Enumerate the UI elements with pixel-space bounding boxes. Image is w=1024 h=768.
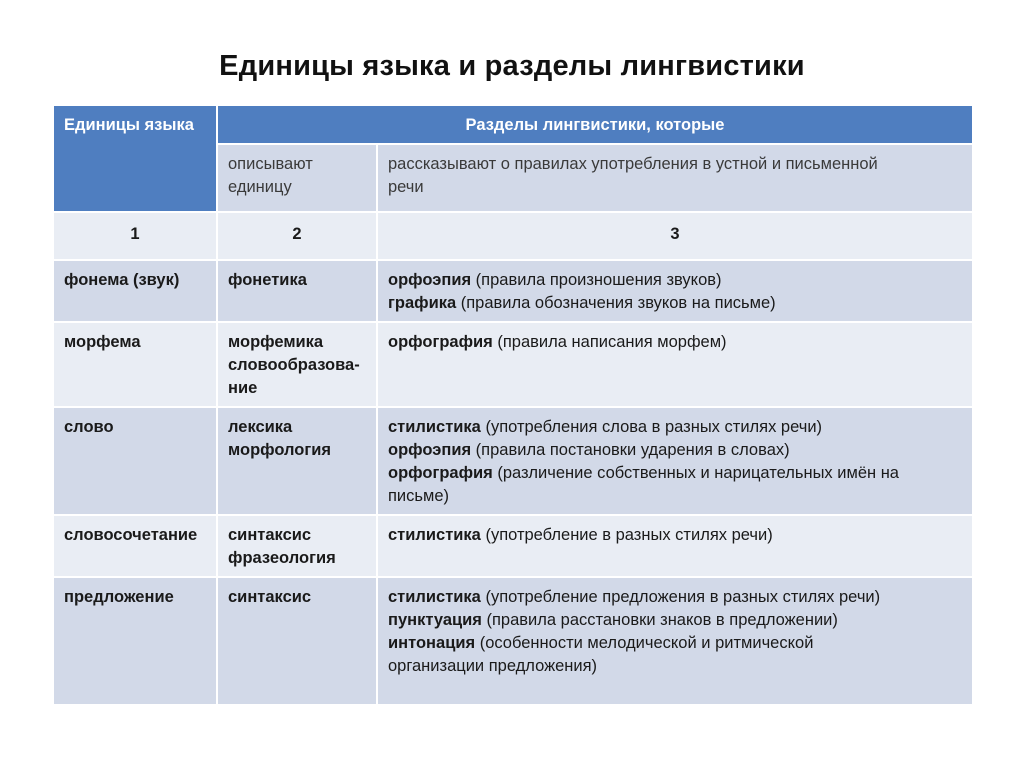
rule-line xyxy=(388,524,962,547)
branches-cell xyxy=(217,322,377,407)
rule-text: (употребление предложения в разных стилях речи) xyxy=(480,588,881,606)
rule-text: (правила расстановки знаков в предложении) xyxy=(481,611,838,629)
rule-text: (правила обозначения звуков на письме) xyxy=(456,294,776,312)
rule-line xyxy=(388,655,962,678)
rule-line xyxy=(388,609,962,632)
rule-term: интонация xyxy=(388,634,476,652)
table-row xyxy=(53,515,973,577)
rule-term: стилистика xyxy=(388,418,481,436)
unit-cell: предложение xyxy=(53,577,217,705)
rules-cell xyxy=(377,322,973,407)
rule-text: (особенности мелодической и ритмической xyxy=(475,634,814,652)
table-row xyxy=(53,322,973,407)
header-units xyxy=(53,105,217,212)
slide-title: Единицы языка и разделы лингвистики xyxy=(219,50,805,82)
rule-term: орфоэпия xyxy=(388,271,472,289)
rules-cell xyxy=(377,407,973,515)
subheader-rules xyxy=(377,144,973,212)
column-number: 1 xyxy=(53,212,217,260)
subheader-describe xyxy=(217,144,377,212)
column-number: 2 xyxy=(217,212,377,260)
rule-line xyxy=(388,416,962,439)
rule-line xyxy=(388,586,962,609)
rule-line xyxy=(388,331,962,354)
branch-name: фразеология xyxy=(228,549,336,567)
rule-text: (употребление в разных стилях речи) xyxy=(480,526,773,544)
rule-line xyxy=(388,632,962,655)
unit-cell: морфема xyxy=(53,322,217,407)
branches-cell xyxy=(217,407,377,515)
rule-line xyxy=(388,439,962,462)
rule-term: орфография xyxy=(388,333,493,351)
branch-name: лексика xyxy=(228,418,293,436)
table-row xyxy=(53,260,973,322)
table-row xyxy=(53,577,973,705)
header-units-label: Единицы языка xyxy=(64,116,194,134)
subheader-describe-line: описывают xyxy=(228,155,313,173)
rule-text: (различение собственных и нарицательных имён на xyxy=(492,464,899,482)
header-branches xyxy=(217,105,973,144)
branch-name: ние xyxy=(228,379,258,397)
unit-cell: словосочетание xyxy=(53,515,217,577)
rule-term: орфография xyxy=(388,464,493,482)
rule-text: (правила произношения звуков) xyxy=(471,271,722,289)
rules-cell xyxy=(377,260,973,322)
rule-text: (употребления слова в разных стилях речи) xyxy=(480,418,823,436)
subheader-describe-line: единицу xyxy=(228,178,292,196)
rule-text: (правила написания морфем) xyxy=(492,333,727,351)
rule-term: графика xyxy=(388,294,457,312)
branches-cell xyxy=(217,260,377,322)
rule-line xyxy=(388,462,962,485)
rules-cell xyxy=(377,515,973,577)
unit-cell: фонема (звук) xyxy=(53,260,217,322)
rule-term: орфоэпия xyxy=(388,441,472,459)
branch-name: синтаксис xyxy=(228,588,312,606)
subheader-rules-line: рассказывают о правилах употребления в устной и письменной xyxy=(388,155,878,173)
rule-line xyxy=(388,485,962,508)
unit-cell: слово xyxy=(53,407,217,515)
rule-text: письме) xyxy=(388,487,450,505)
branches-cell xyxy=(217,515,377,577)
rule-term: стилистика xyxy=(388,526,481,544)
table-row xyxy=(53,407,973,515)
header-branches-label: Разделы лингвистики, которые xyxy=(465,116,725,134)
branch-name: морфемика xyxy=(228,333,324,351)
rule-term: стилистика xyxy=(388,588,481,606)
branch-name: словообразова- xyxy=(228,356,360,374)
subheader-rules-line: речи xyxy=(388,178,424,196)
branch-name: фонетика xyxy=(228,271,307,289)
header-row xyxy=(53,105,973,144)
number-row xyxy=(53,212,973,260)
branches-cell xyxy=(217,577,377,705)
rule-line xyxy=(388,292,962,315)
rule-text: организации предложения) xyxy=(388,657,598,675)
linguistics-table xyxy=(52,104,974,706)
rules-cell xyxy=(377,577,973,705)
column-number: 3 xyxy=(377,212,973,260)
rule-text: (правила постановки ударения в словах) xyxy=(471,441,790,459)
branch-name: морфология xyxy=(228,441,332,459)
branch-name: синтаксис xyxy=(228,526,312,544)
rule-line xyxy=(388,269,962,292)
rule-term: пунктуация xyxy=(388,611,482,629)
